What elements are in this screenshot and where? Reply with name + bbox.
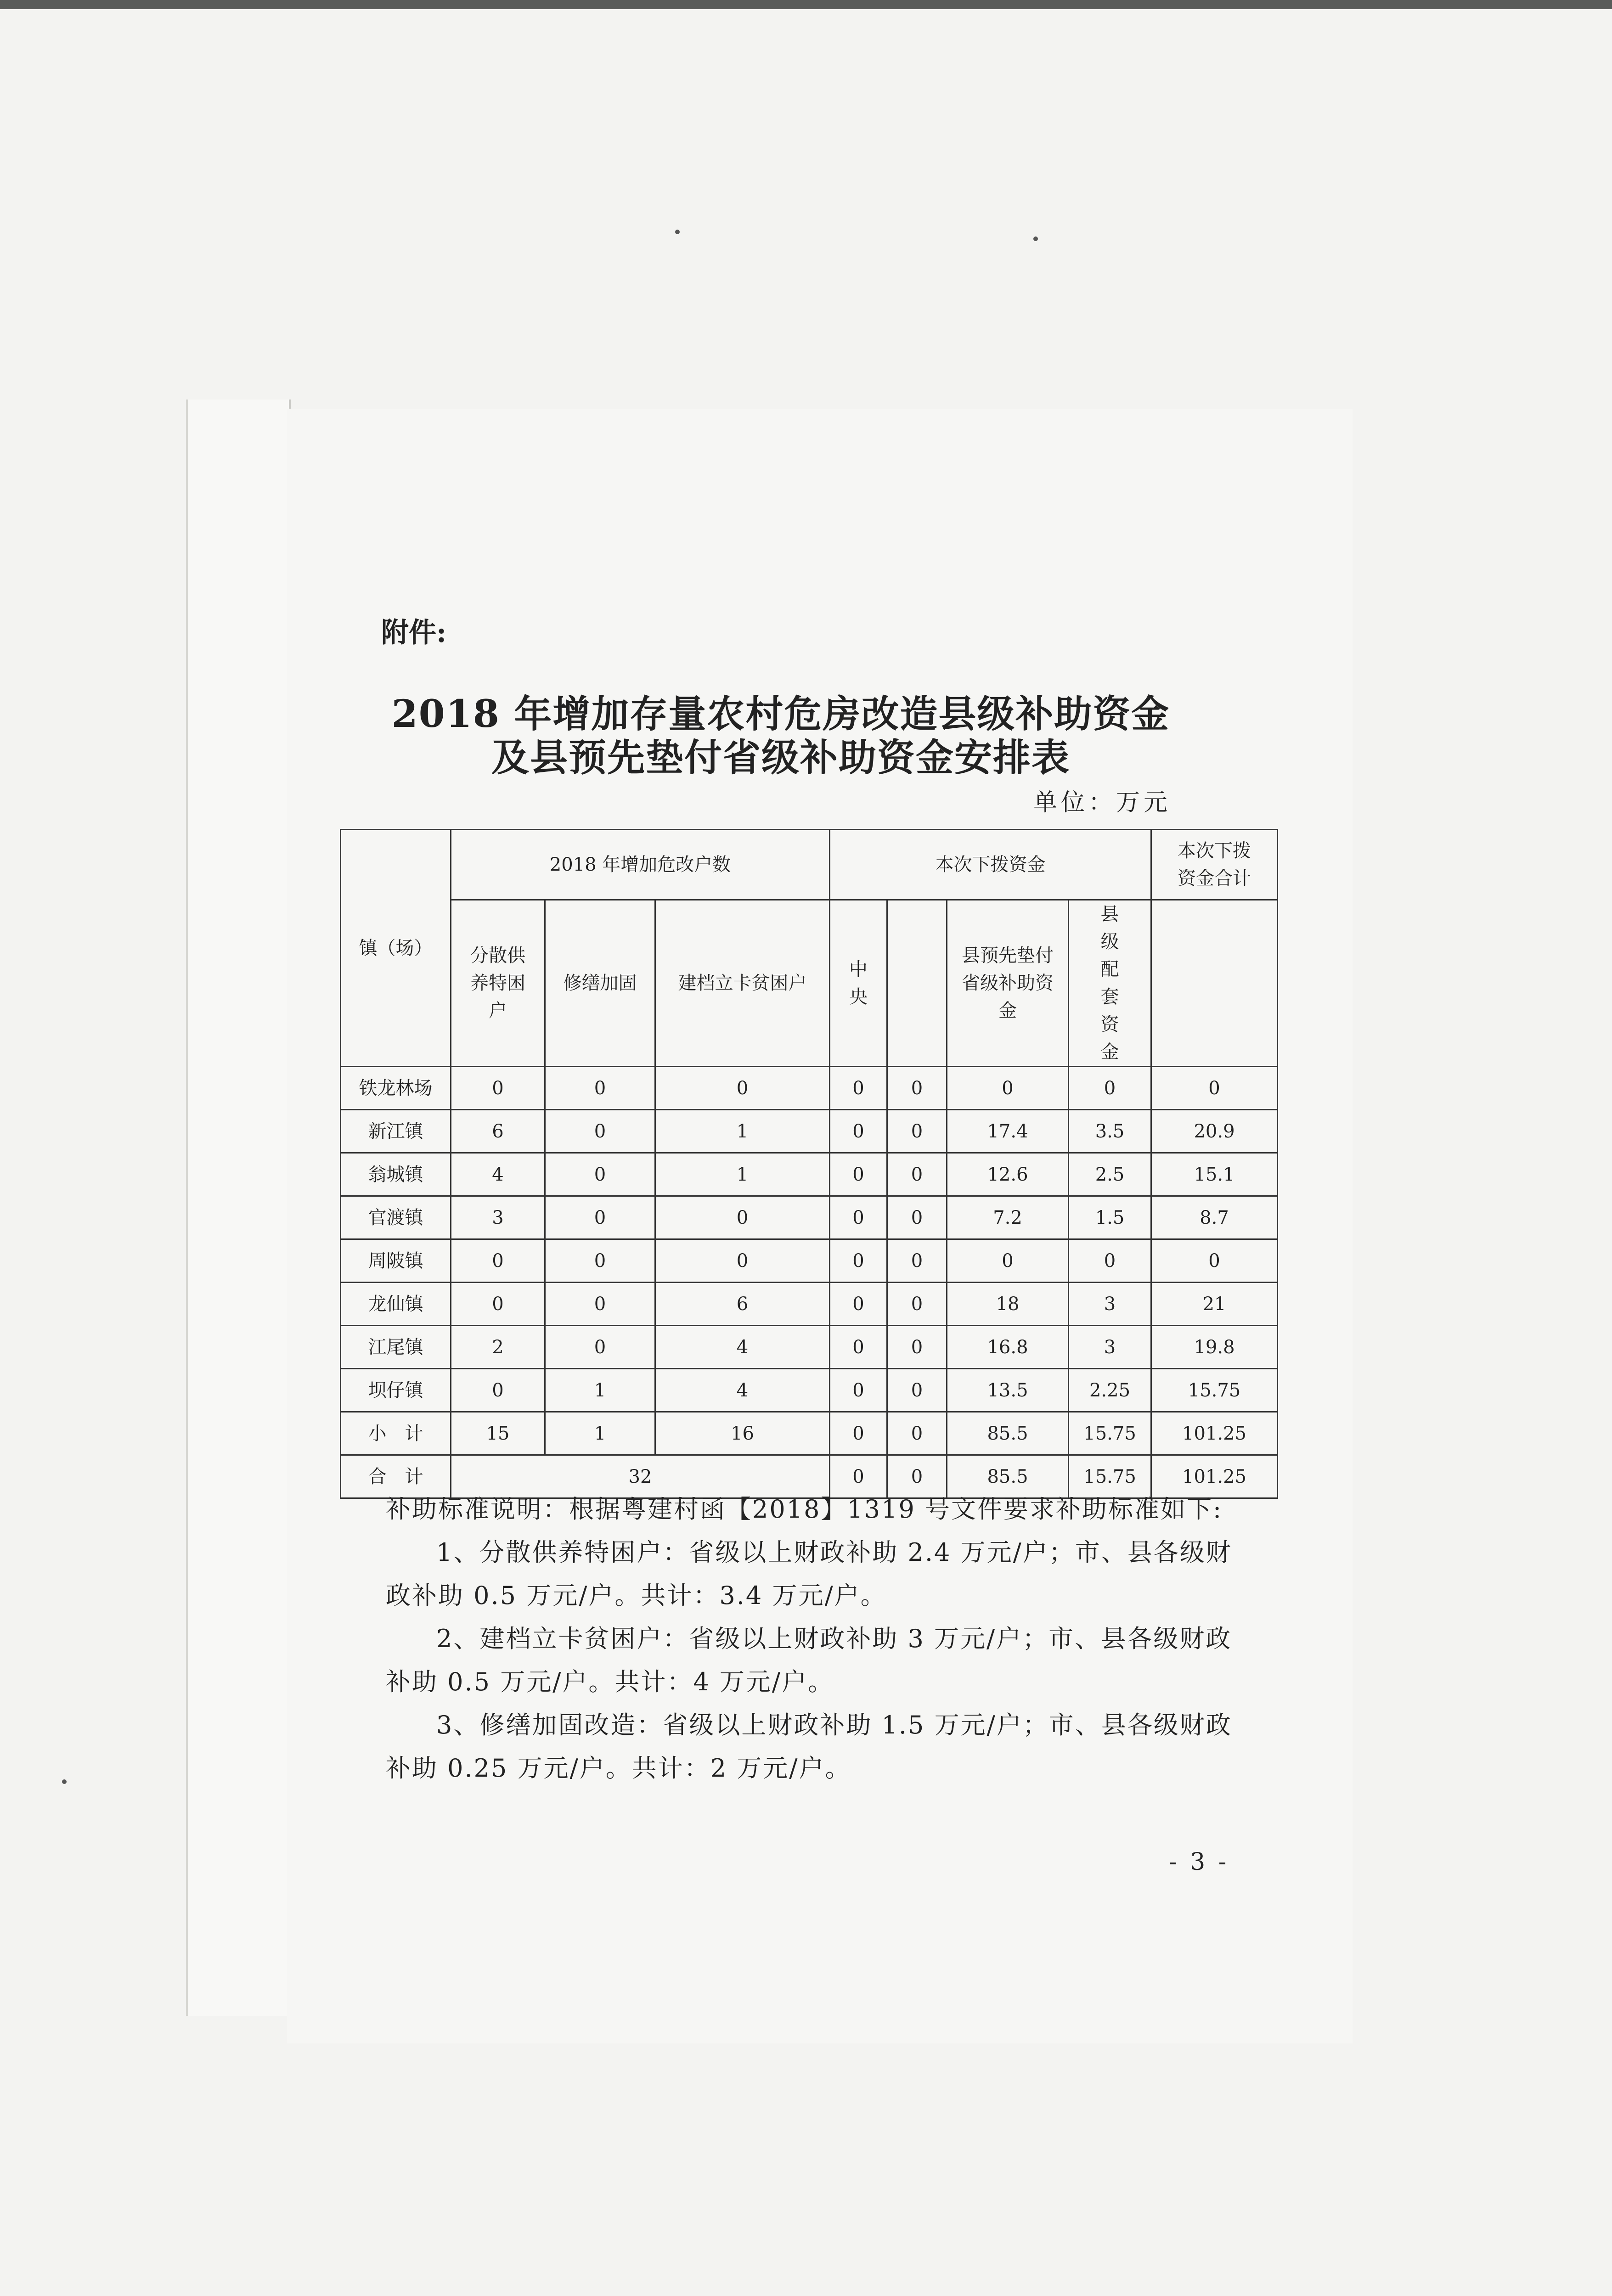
cell-poor: 0 (655, 1239, 830, 1283)
header-prepaid: 县预先垫付省级补助资金 (947, 900, 1069, 1067)
cell-poor: 4 (655, 1326, 830, 1369)
cell-county: 3 (1069, 1283, 1151, 1326)
header-dispersed: 分散供养特困户 (451, 900, 545, 1067)
cell-town: 翁城镇 (341, 1153, 451, 1196)
cell-dispersed: 2 (451, 1326, 545, 1369)
table-header-row (341, 830, 1278, 900)
cell-total: 0 (1151, 1239, 1278, 1283)
cell-total: 101.25 (1151, 1455, 1278, 1498)
table-row (341, 1110, 1278, 1153)
cell-central: 0 (830, 1110, 887, 1153)
table-row (341, 1283, 1278, 1326)
scan-speck (1033, 236, 1038, 241)
header-county: 县级配套资金 (1069, 900, 1151, 1067)
paper-side-strip (186, 400, 291, 2016)
table-row (341, 1196, 1278, 1239)
table-subheader-row (341, 900, 1278, 1067)
document-title-line-2: 及县预先垫付省级补助资金安排表 (491, 736, 1070, 780)
cell-county: 15.75 (1069, 1412, 1151, 1455)
cell-prepaid: 7.2 (947, 1196, 1069, 1239)
cell-repair: 0 (545, 1326, 655, 1369)
cell-town: 铁龙林场 (341, 1067, 451, 1110)
cell-central: 0 (830, 1239, 887, 1283)
cell-county: 15.75 (1069, 1455, 1151, 1498)
cell-blank-col: 0 (887, 1412, 947, 1455)
cell-central: 0 (830, 1326, 887, 1369)
cell-prepaid: 85.5 (947, 1412, 1069, 1455)
cell-total: 21 (1151, 1283, 1278, 1326)
cell-repair: 0 (545, 1110, 655, 1153)
cell-repair: 0 (545, 1067, 655, 1110)
cell-poor: 16 (655, 1412, 830, 1455)
cell-repair: 1 (545, 1369, 655, 1412)
cell-blank-col: 0 (887, 1239, 947, 1283)
attachment-label: 附件: (381, 617, 447, 649)
cell-poor: 1 (655, 1153, 830, 1196)
notes-item-3: 3、修缮加固改造：省级以上财政补助 1.5 万元/户；市、县各级财政补助 0.25 万元/户。共计：2 万元/户。 (386, 1711, 1232, 1783)
cell-town: 江尾镇 (341, 1326, 451, 1369)
cell-county: 0 (1069, 1067, 1151, 1110)
cell-prepaid: 0 (947, 1239, 1069, 1283)
cell-total: 0 (1151, 1067, 1278, 1110)
cell-county: 1.5 (1069, 1196, 1151, 1239)
cell-central: 0 (830, 1412, 887, 1455)
cell-repair: 0 (545, 1283, 655, 1326)
allocation-table (340, 829, 1278, 1499)
cell-dispersed: 0 (451, 1283, 545, 1326)
cell-blank-col: 0 (887, 1067, 947, 1110)
table-row (341, 1369, 1278, 1412)
cell-total: 8.7 (1151, 1196, 1278, 1239)
cell-repair: 0 (545, 1196, 655, 1239)
cell-town: 龙仙镇 (341, 1283, 451, 1326)
cell-blank-col: 0 (887, 1283, 947, 1326)
cell-town: 合 计 (341, 1455, 451, 1498)
cell-county: 3.5 (1069, 1110, 1151, 1153)
cell-central: 0 (830, 1153, 887, 1196)
scan-speck (62, 1779, 67, 1784)
cell-repair: 0 (545, 1153, 655, 1196)
cell-county: 2.5 (1069, 1153, 1151, 1196)
cell-blank-col: 0 (887, 1326, 947, 1369)
notes-item-2: 2、建档立卡贫困户：省级以上财政补助 3 万元/户；市、县各级财政补助 0.5 万元/户。共计：4 万元/户。 (386, 1624, 1232, 1696)
scan-top-edge (0, 0, 1612, 9)
cell-prepaid: 16.8 (947, 1326, 1069, 1369)
notes-intro: 补助标准说明：根据粤建村函【2018】1319 号文件要求补助标准如下: (386, 1495, 1223, 1524)
cell-total: 15.75 (1151, 1369, 1278, 1412)
cell-county: 3 (1069, 1326, 1151, 1369)
cell-town: 周陂镇 (341, 1239, 451, 1283)
cell-households-total: 32 (451, 1455, 830, 1498)
cell-dispersed: 0 (451, 1369, 545, 1412)
cell-total: 101.25 (1151, 1412, 1278, 1455)
header-total-group: 本次下拨资金合计 (1151, 830, 1278, 900)
cell-central: 0 (830, 1283, 887, 1326)
header-blank (887, 900, 947, 1067)
cell-town: 小 计 (341, 1412, 451, 1455)
subsidy-notes (386, 1488, 1240, 1790)
header-central: 中央 (830, 900, 887, 1067)
cell-prepaid: 0 (947, 1067, 1069, 1110)
cell-dispersed: 4 (451, 1153, 545, 1196)
cell-blank-col: 0 (887, 1455, 947, 1498)
cell-total: 15.1 (1151, 1153, 1278, 1196)
cell-prepaid: 18 (947, 1283, 1069, 1326)
cell-total: 20.9 (1151, 1110, 1278, 1153)
header-town: 镇（场） (341, 830, 451, 1067)
cell-blank-col: 0 (887, 1153, 947, 1196)
cell-blank-col: 0 (887, 1110, 947, 1153)
cell-poor: 4 (655, 1369, 830, 1412)
cell-poor: 6 (655, 1283, 830, 1326)
header-households-group: 2018 年增加危改户数 (451, 830, 830, 900)
notes-item-1: 1、分散供养特困户：省级以上财政补助 2.4 万元/户；市、县各级财政补助 0.5 万元/户。共计：3.4 万元/户。 (386, 1538, 1232, 1610)
table-row (341, 1326, 1278, 1369)
cell-dispersed: 3 (451, 1196, 545, 1239)
cell-dispersed: 15 (451, 1412, 545, 1455)
cell-central: 0 (830, 1369, 887, 1412)
table-row (341, 1153, 1278, 1196)
cell-poor: 1 (655, 1110, 830, 1153)
header-repair: 修缮加固 (545, 900, 655, 1067)
subtotal-row (341, 1412, 1278, 1455)
cell-county: 2.25 (1069, 1369, 1151, 1412)
cell-dispersed: 0 (451, 1239, 545, 1283)
cell-blank-col: 0 (887, 1369, 947, 1412)
cell-central: 0 (830, 1196, 887, 1239)
header-poor: 建档立卡贫困户 (655, 900, 830, 1067)
cell-central: 0 (830, 1067, 887, 1110)
cell-prepaid: 13.5 (947, 1369, 1069, 1412)
cell-poor: 0 (655, 1067, 830, 1110)
document-title-line-1: 2018 年增加存量农村危房改造县级补助资金 (391, 692, 1170, 736)
unit-label: 单位：万元 (1033, 789, 1172, 816)
cell-repair: 0 (545, 1239, 655, 1283)
cell-town: 官渡镇 (341, 1196, 451, 1239)
header-funds-group: 本次下拨资金 (830, 830, 1151, 900)
cell-poor: 0 (655, 1196, 830, 1239)
cell-central: 0 (830, 1455, 887, 1498)
table-row (341, 1239, 1278, 1283)
scan-speck (675, 230, 680, 234)
header-total-blank (1151, 900, 1278, 1067)
cell-blank-col: 0 (887, 1196, 947, 1239)
cell-town: 坝仔镇 (341, 1369, 451, 1412)
cell-prepaid: 17.4 (947, 1110, 1069, 1153)
cell-dispersed: 6 (451, 1110, 545, 1153)
cell-county: 0 (1069, 1239, 1151, 1283)
cell-repair: 1 (545, 1412, 655, 1455)
cell-total: 19.8 (1151, 1326, 1278, 1369)
page-number: - 3 - (1169, 1848, 1229, 1876)
cell-town: 新江镇 (341, 1110, 451, 1153)
table-row (341, 1067, 1278, 1110)
cell-prepaid: 12.6 (947, 1153, 1069, 1196)
cell-dispersed: 0 (451, 1067, 545, 1110)
cell-prepaid: 85.5 (947, 1455, 1069, 1498)
